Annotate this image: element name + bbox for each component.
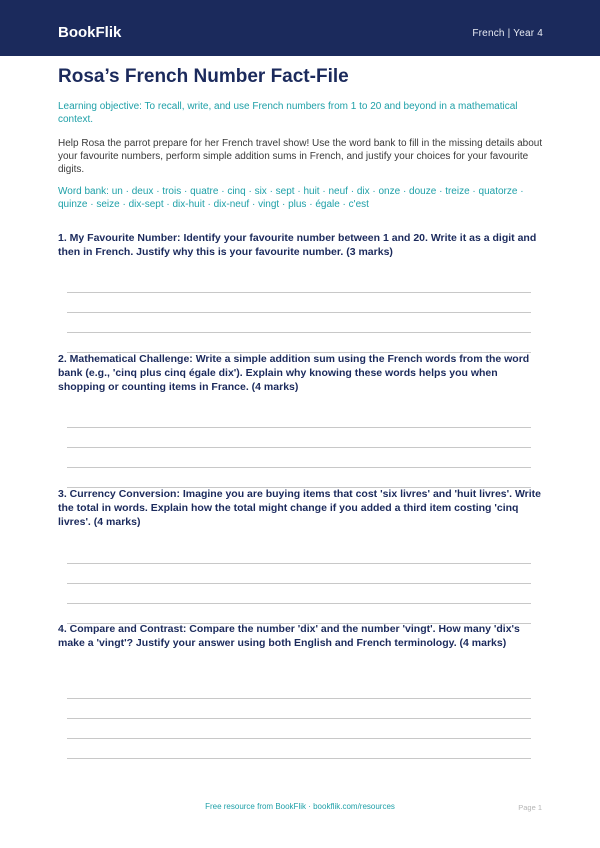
answer-line[interactable] [67,467,531,468]
brand-logo-text[interactable]: BookFlik [58,24,122,41]
answer-line[interactable] [67,738,531,739]
answer-line[interactable] [67,563,531,564]
question-2: 2. Mathematical Challenge: Write a simple addition sum using the French words from the word bank (e.g., 'cinq plus cinq égale dix'). Explain why knowing these words helps you when shopping or counting items in France. (4 marks) [58,353,530,393]
learning-objective: Learning objective: To recall, write, and use French numbers from 1 to 20 and beyond in a mathematical context. [58,101,518,125]
answer-line[interactable] [67,312,531,313]
answer-line[interactable] [67,332,531,333]
word-bank: Word bank: un · deux · trois · quatre · cinq · six · sept · huit · neuf · dix · onze · douze · treize · quatorze · quinze · seize · dix-sept · dix-huit · dix-neuf · vingt · plus · égale · c'est [58,186,524,210]
answer-line[interactable] [67,292,531,293]
header-bar [0,0,600,56]
question-4: 4. Compare and Contrast: Compare the number 'dix' and the number 'vingt'. How many 'dix's make a 'vingt'? Justify your answer using both English and French terminology. (4 marks) [58,623,520,649]
intro-text: Help Rosa the parrot prepare for her French travel show! Use the word bank to fill in the missing details about your favourite numbers, perform simple addition sums in French, and justify your choices for your favourite digits. [58,138,543,175]
page-title: Rosa’s French Number Fact-File [58,66,349,87]
footer-resource-link[interactable]: Free resource from BookFlik · bookflik.com/resources [205,802,395,811]
subject-year-label: French | Year 4 [472,28,543,39]
answer-line[interactable] [67,718,531,719]
answer-line[interactable] [67,427,531,428]
question-1: 1. My Favourite Number: Identify your favourite number between 1 and 20. Write it as a digit and then in French. Justify why this is your favourite number. (3 marks) [58,232,537,258]
answer-line[interactable] [67,698,531,699]
question-3: 3. Currency Conversion: Imagine you are buying items that cost 'six livres' and 'huit livres'. Write the total in words. Explain how the total might change if you added a third item costing 'cinq livres'. (4 marks) [58,488,542,528]
answer-line[interactable] [67,603,531,604]
answer-line[interactable] [67,583,531,584]
answer-line[interactable] [67,758,531,759]
answer-line[interactable] [67,447,531,448]
page-number: Page 1 [518,803,542,812]
